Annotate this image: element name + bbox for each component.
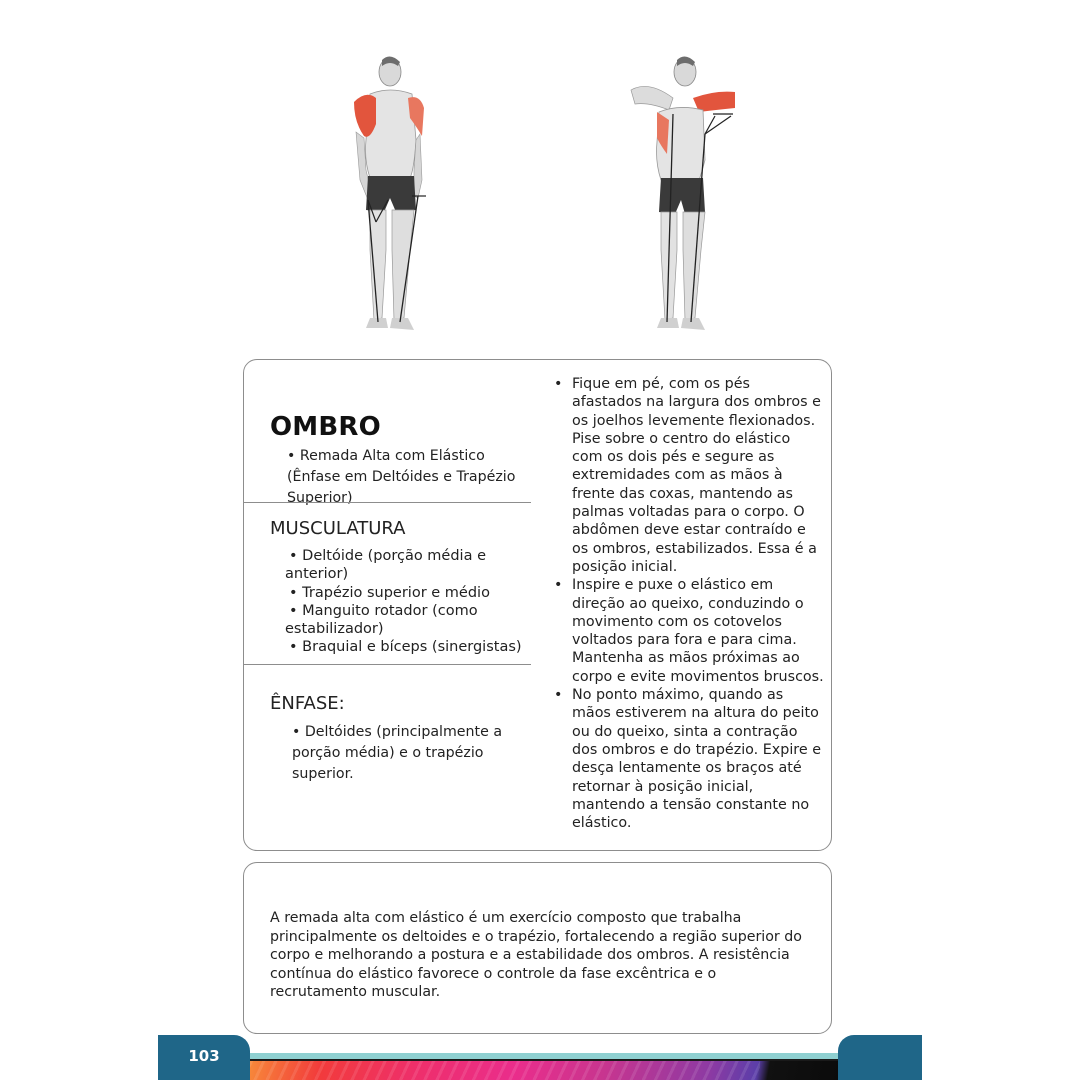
footer-band-texture: [250, 1061, 760, 1080]
bullet-icon: •: [554, 687, 563, 704]
bullet-icon: •: [554, 376, 563, 392]
list-item: [554, 375, 824, 576]
list-item: [554, 686, 824, 832]
musculature-list: [285, 547, 535, 657]
page-title: OMBRO: [270, 412, 381, 442]
summary-text: A remada alta com elástico é um exercício composto que trabalha principalmente os deltoides e o trapézio, fortalecendo a região superior do corpo e melhorando a postura e a estabilidade dos ombros. A resistência contínua do elástico favorece o controle da fase excêntrica e o recrutamento muscular.: [270, 910, 802, 1000]
page-number-tab: [158, 1035, 250, 1080]
instruction-steps: [554, 375, 824, 832]
list-item: • Braquial e bíceps (sinergistas): [289, 639, 522, 656]
bullet-icon: •: [554, 577, 563, 594]
musculature-heading: MUSCULATURA: [270, 518, 406, 539]
divider: [244, 664, 531, 665]
list-item: • Trapézio superior e médio: [289, 584, 490, 601]
end-position-illustration: [615, 50, 750, 340]
step-text: Inspire e puxe o elástico em direção ao queixo, conduzindo o movimento com os cotovelos voltados para fora e para cima. Mantenha as mãos próximas ao corpo e evite movimentos bruscos.: [572, 577, 824, 685]
divider: [244, 502, 531, 503]
step-text: No ponto máximo, quando as mãos estiverem na altura do peito ou do queixo, sinta a contração dos ombros e do trapézio. Expire e desça lentamente os braços até retornar à posição inicial, mantendo a tensão constante no elástico.: [572, 687, 821, 832]
exercise-info-column: [244, 360, 531, 850]
step-text: Fique em pé, com os pés afastados na largura dos ombros e os joelhos levemente flexionados. Pise sobre o centro do elástico com os dois pés e segure as extremidades com as mãos à frente das coxas, mantendo as palmas voltadas para o corpo. O abdômen deve estar contraído e os ombros, estabilizados. Essa é a posição inicial.: [572, 376, 821, 575]
list-item: [554, 576, 824, 686]
summary-card: [243, 862, 832, 1034]
list-item: • Deltóide (porção média e anterior): [285, 548, 487, 583]
footer-end-tab: [838, 1035, 922, 1080]
list-item: • Manguito rotador (como estabilizador): [285, 602, 478, 638]
emphasis-text: • Deltóides (principalmente a porção média) e o trapézio superior.: [292, 724, 503, 782]
exercise-card: [243, 359, 832, 851]
emphasis-heading: ÊNFASE:: [270, 693, 345, 714]
start-position-illustration: [330, 50, 450, 340]
page-number: 103: [188, 1047, 220, 1065]
exercise-name: • Remada Alta com Elástico (Ênfase em Deltóides e Trapézio Superior): [287, 448, 516, 506]
